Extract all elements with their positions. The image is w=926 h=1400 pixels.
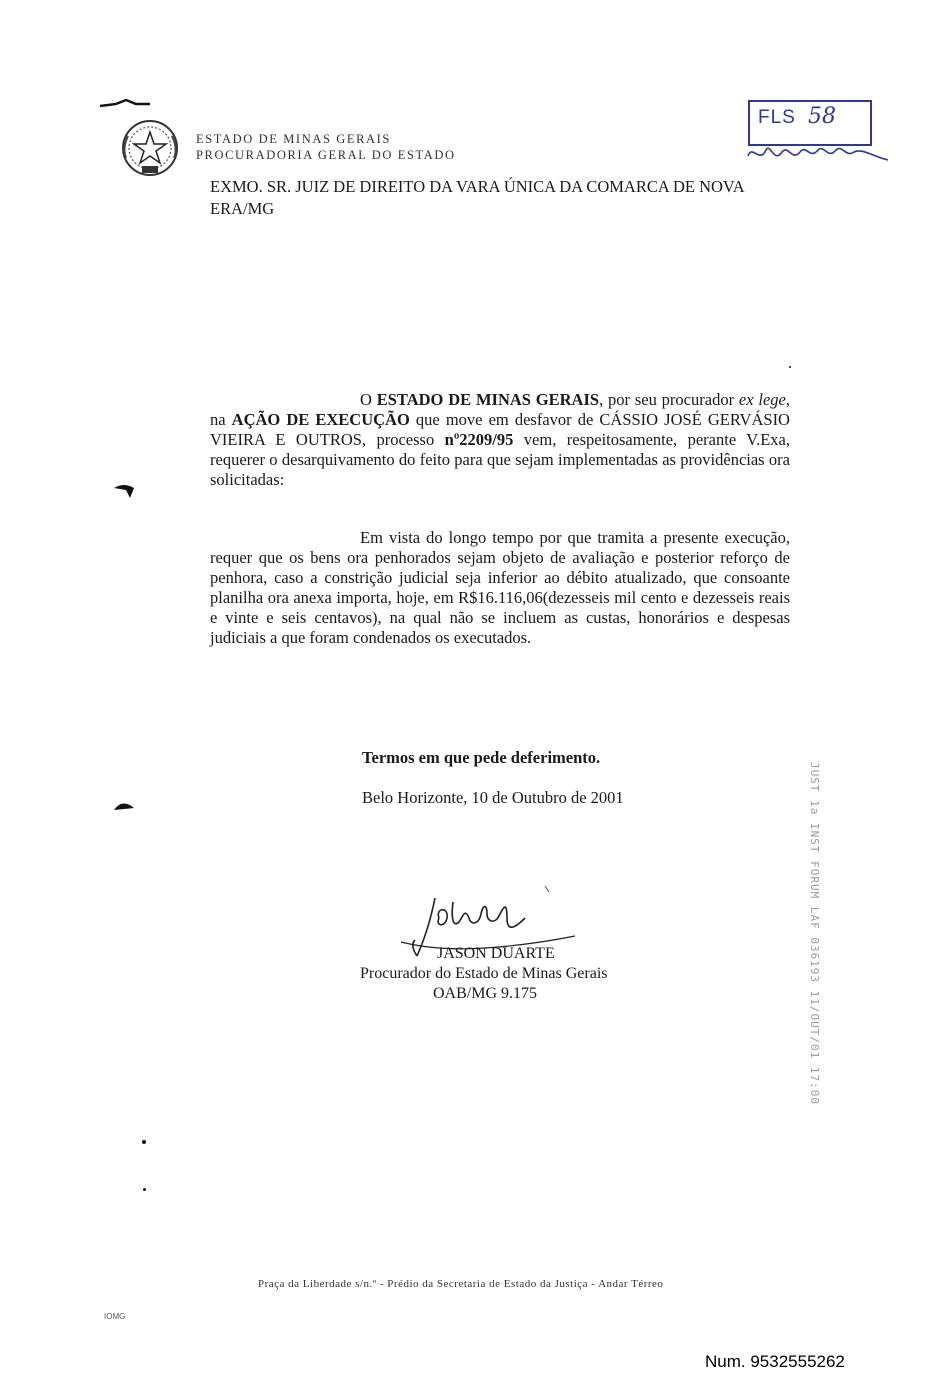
petition-paragraph xyxy=(210,390,790,490)
text-run: que move em desfavor de CÁSSIO JOSÉ GERVÁSIO VIEIRA E OUTROS, processo xyxy=(210,410,790,449)
text-run: , na xyxy=(210,390,790,429)
signatory-name: JASON DUARTE xyxy=(437,945,555,962)
scan-mark xyxy=(112,482,138,506)
scan-mark xyxy=(96,94,156,114)
print-mark: IOMG xyxy=(104,1312,126,1321)
stamp-initials-signature xyxy=(742,134,892,174)
signatory-role: Procurador do Estado de Minas Gerais xyxy=(360,965,608,982)
request-paragraph: Em vista do longo tempo por que tramita a presente execução, requer que os bens ora penhorados sejam objeto de avaliação e posterior reforço de penhora, caso a constrição judicial seja inferior ao débito atualizado, que consoante planilha ora anexa importa, hoje, em R$16.116,06(dezesseis mil cento e dezesseis reais e vinte e seis centavos), na qual não se incluem as custas, honorários e despesas judiciais a que foram condenados os executados. xyxy=(210,528,790,647)
scan-speck xyxy=(789,366,791,368)
coat-of-arms-icon xyxy=(118,118,182,182)
text-run: vem, respeitosamente, perante V.Exa, requerer o desarquivamento do feito para que sejam implementadas as providências ora solicitadas: xyxy=(210,430,790,489)
scan-speck xyxy=(142,1140,146,1144)
process-number: nº2209/95 xyxy=(444,430,514,449)
scan-mark xyxy=(112,796,136,814)
closing-formula: Termos em que pede deferimento. xyxy=(362,748,601,767)
text-run: , por seu procurador xyxy=(599,390,739,409)
org-department-name: PROCURADORIA GERAL DO ESTADO xyxy=(196,148,456,162)
date-line: Belo Horizonte, 10 de Outubro de 2001 xyxy=(362,788,624,807)
scan-speck xyxy=(143,1188,146,1191)
folio-stamp-label: FLS xyxy=(758,107,796,128)
folio-stamp-number: 58 xyxy=(808,104,836,129)
signatory-oab: OAB/MG 9.175 xyxy=(433,985,538,1002)
latin-term: ex lege xyxy=(738,390,786,409)
party-name: ESTADO DE MINAS GERAIS xyxy=(376,390,600,409)
org-header xyxy=(196,131,456,163)
footer-address: Praça da Liberdade s/n.º - Prédio da Secretaria de Estado da Justiça - Andar Térreo xyxy=(258,1278,664,1290)
org-state-name: ESTADO DE MINAS GERAIS xyxy=(196,132,391,146)
addressee-line: EXMO. SR. JUIZ DE DIREITO DA VARA ÚNICA DA COMARCA DE NOVA ERA/MG xyxy=(210,177,744,218)
court-receipt-stamp: JUST 1a INST FORUM LAF 036193 11/OUT/01 17:00 xyxy=(808,762,821,1106)
document-number: Num. 9532555262 xyxy=(705,1352,845,1371)
text-run: O xyxy=(360,390,377,409)
action-type: AÇÃO DE EXECUÇÃO xyxy=(231,410,410,429)
